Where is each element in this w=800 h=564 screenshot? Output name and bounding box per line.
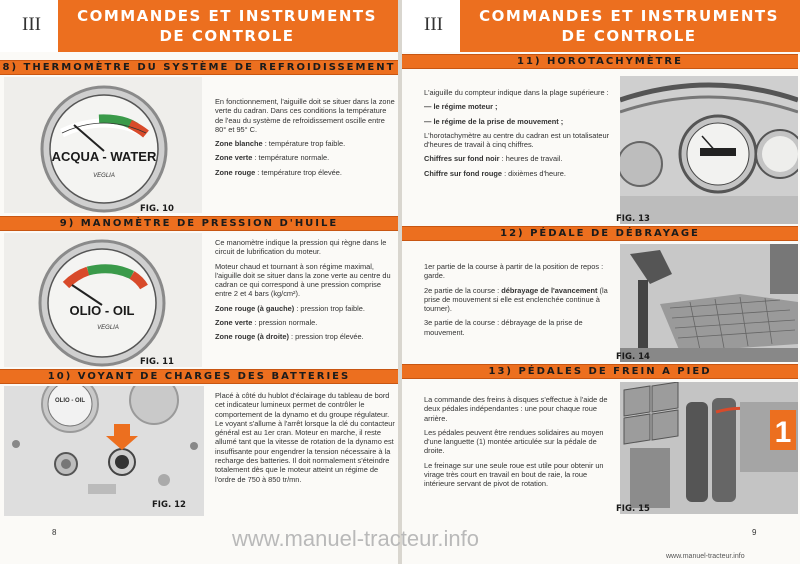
page-title: COMMANDES ET INSTRUMENTS DE CONTROLE	[479, 7, 779, 45]
gauge-label: ACQUA - WATER	[51, 149, 157, 164]
gauge-brand: VEGLIA	[93, 173, 115, 179]
oil-gauge-photo	[4, 233, 202, 367]
page-title: COMMANDES ET INSTRUMENTS DE CONTROLE	[77, 7, 377, 45]
section-title-bar: 10) VOYANT DE CHARGES DES BATTERIES	[0, 369, 398, 384]
page-number: 8	[52, 528, 57, 537]
figure-caption: FIG. 11	[140, 357, 174, 367]
page-header	[0, 0, 398, 52]
callout-number: 1	[774, 416, 792, 449]
figure-caption: FIG. 10	[140, 204, 174, 214]
section-title-bar: 11) HOROTACHYMÈTRE	[402, 54, 798, 69]
section-title-bar: 9) MANOMÈTRE DE PRESSION D'HUILE	[0, 216, 398, 231]
tachometer-photo	[620, 76, 798, 224]
watermark-small: www.manuel-tracteur.info	[666, 553, 745, 560]
section-text: Placé à côté du hublot d'éclairage du tableau de bord cet indicateur lumineux permet de contrôler le comportement de la dynamo et du groupe régulateur. Le voyant s'allume à l'arrêt lorsque la clé du contacteur général est au 1er cran. Moteur en marche, il reste allumé tant que la vitesse de rotation de la dynamo est insuffisante pour engendrer la tension nécessaire à la recharge des batteries. Il doit normalement s'éteindre totalement dès que le moteur atteint un régime de l'ordre de 750 à 850 tr/mn.	[215, 391, 395, 484]
right-page	[402, 0, 800, 564]
section-text: En fonctionnement, l'aiguille doit se situer dans la zone verte du cadran. Dans ces conditions la température de l'eau du système de refroidissement oscille entre 80° et 95° C. Zone blanche : température trop faible. Zone verte : température normale. Zone rouge : température trop élevée.	[215, 97, 395, 177]
clutch-pedal-photo	[620, 244, 798, 362]
brake-pedals-photo	[620, 382, 798, 514]
gauge-label: OLIO - OIL	[55, 398, 85, 404]
section-title-bar: 12) PÉDALE DE DÉBRAYAGE	[402, 226, 798, 241]
gauge-brand: VEGLIA	[97, 325, 119, 331]
dashboard-photo	[4, 386, 204, 516]
page-header	[402, 0, 800, 52]
chapter-number: III	[424, 14, 443, 35]
left-page	[0, 0, 398, 564]
section-text: L'aiguille du compteur indique dans la plage supérieure : — le régime moteur ; — le régime de la prise de mouvement ; L'horotachymètre au centre du cadran est un totalisateur d'heures de travail à cinq chiffres. Chiffres sur fond noir : heures de travail. Chiffre sur fond rouge : dixièmes d'heure.	[424, 88, 610, 178]
section-title-bar: 13) PÉDALES DE FREIN A PIED	[402, 364, 798, 379]
gauge-label: OLIO - OIL	[69, 303, 135, 318]
section-text: La commande des freins à disques s'effectue à l'aide de deux pédales indépendantes : une pour chaque roue arrière. Les pédales peuvent être rendues solidaires au moyen d'une languette (1) montée articulée sur la pédale de droite. Le freinage sur une seule roue est utile pour obtenir un virage très court en travail en bout de raie, la roue intérieure servant de pivot de rotation.	[424, 395, 608, 489]
section-text: 1er partie de la course à partir de la position de repos : garde. 2e partie de la course : débrayage de l'avancement (la prise de mouvement si elle est enclenchée continue à tourner). 3e partie de la course : débrayage de la prise de mouvement.	[424, 262, 608, 337]
chapter-box	[402, 0, 461, 52]
figure-caption: FIG. 12	[152, 500, 186, 510]
figure-caption: FIG. 13	[616, 214, 650, 224]
watermark: www.manuel-tracteur.info	[232, 526, 479, 551]
section-text: Ce manomètre indique la pression qui règne dans le circuit de lubrification du moteur. Moteur chaud et tournant à son régime maximal, l'aiguille doit se situer dans la zone verte au centre du cadran ce qui correspond à une pression comprise entre 2 et 4 bars (kg/cm²). Zone rouge (à gauche) : pression trop faible. Zone verte : pression normale. Zone rouge (à droite) : pression trop élevée.	[215, 238, 391, 342]
figure-caption: FIG. 15	[616, 504, 650, 514]
figure-caption: FIG. 14	[616, 352, 650, 362]
chapter-number: III	[22, 14, 41, 35]
thermometer-photo	[4, 77, 202, 213]
page-number: 9	[752, 528, 757, 537]
chapter-box	[0, 0, 59, 52]
section-title-bar: 8) THERMOMÈTRE DU SYSTÈME DE REFROIDISSEMENT	[0, 60, 398, 75]
